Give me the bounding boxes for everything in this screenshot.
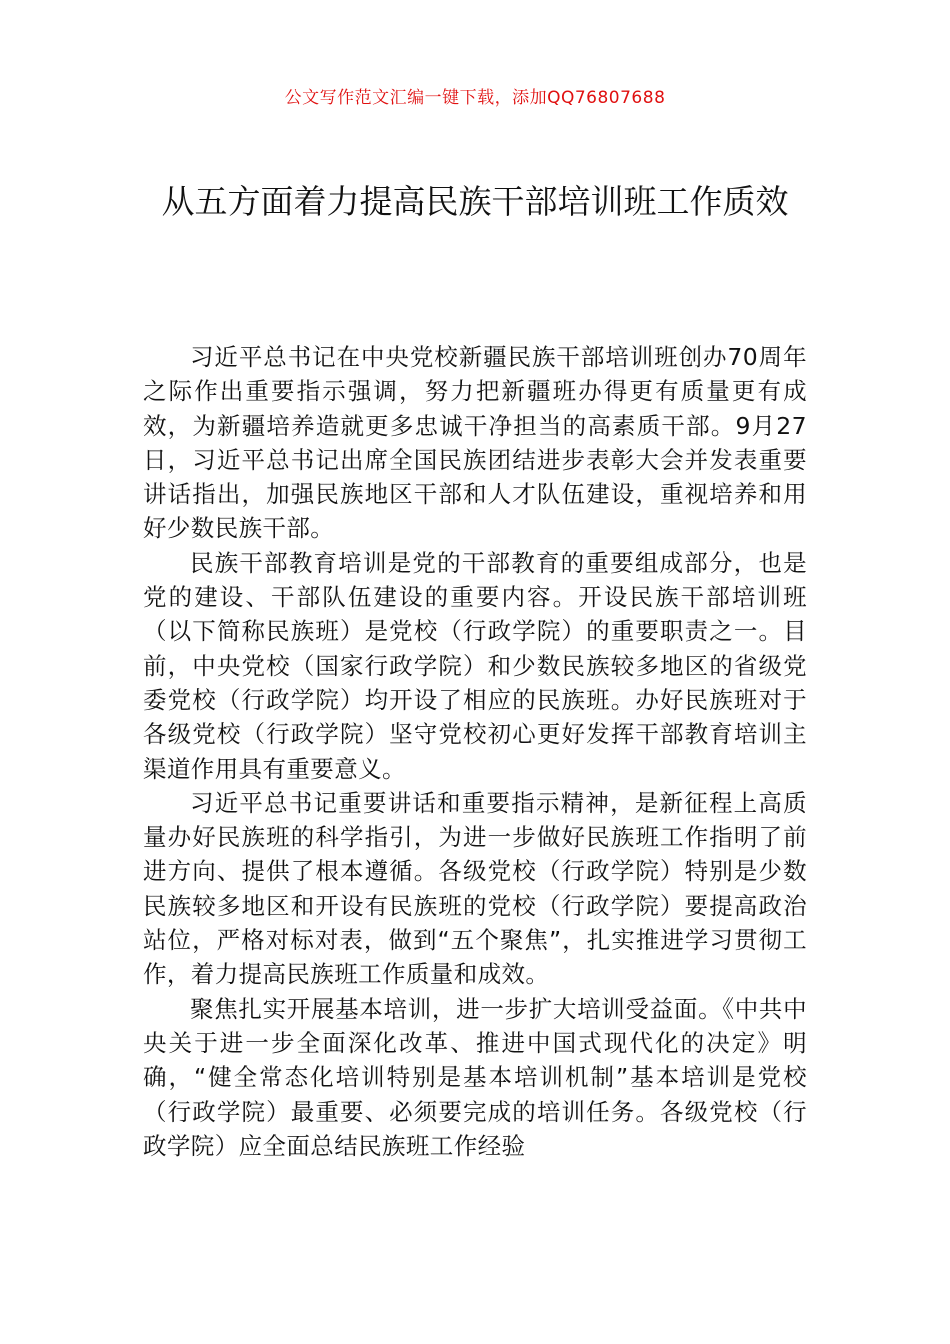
document-body	[143, 340, 807, 1163]
header-download-note: 公文写作范文汇编一键下载，添加QQ76807688	[284, 88, 666, 108]
body-paragraph-1: 习近平总书记在中央党校新疆民族干部培训班创办70周年之际作出重要指示强调，努力把新疆班办得更有质量更有成效，为新疆培养造就更多忠诚干净担当的高素质干部。9月27日，习近平总书记出席全国民族团结进步表彰大会并发表重要讲话指出，加强民族地区干部和人才队伍建设，重视培养和用好少数民族干部。	[143, 343, 807, 543]
body-paragraph-2: 民族干部教育培训是党的干部教育的重要组成部分，也是党的建设、干部队伍建设的重要内容。开设民族干部培训班（以下简称民族班）是党校（行政学院）的重要职责之一。目前，中央党校（国家行政学院）和少数民族较多地区的省级党委党校（行政学院）均开设了相应的民族班。办好民族班对于各级党校（行政学院）坚守党校初心更好发挥干部教育培训主渠道作用具有重要意义。	[143, 548, 807, 783]
body-paragraph-3: 习近平总书记重要讲话和重要指示精神，是新征程上高质量办好民族班的科学指引，为进一步做好民族班工作指明了前进方向、提供了根本遵循。各级党校（行政学院）特别是少数民族较多地区和开设有民族班的党校（行政学院）要提高政治站位，严格对标对表，做到“五个聚焦”，扎实推进学习贯彻工作，着力提高民族班工作质量和成效。	[143, 788, 807, 989]
body-paragraph-4: 聚焦扎实开展基本培训，进一步扩大培训受益面。《中共中央关于进一步全面深化改革、推进中国式现代化的决定》明确，“健全常态化培训特别是基本培训机制”基本培训是党校（行政学院）最重要、必须要完成的培训任务。各级党校（行政学院）应全面总结民族班工作经验	[143, 994, 807, 1160]
document-title: 从五方面着力提高民族干部培训班工作质效	[161, 182, 789, 221]
